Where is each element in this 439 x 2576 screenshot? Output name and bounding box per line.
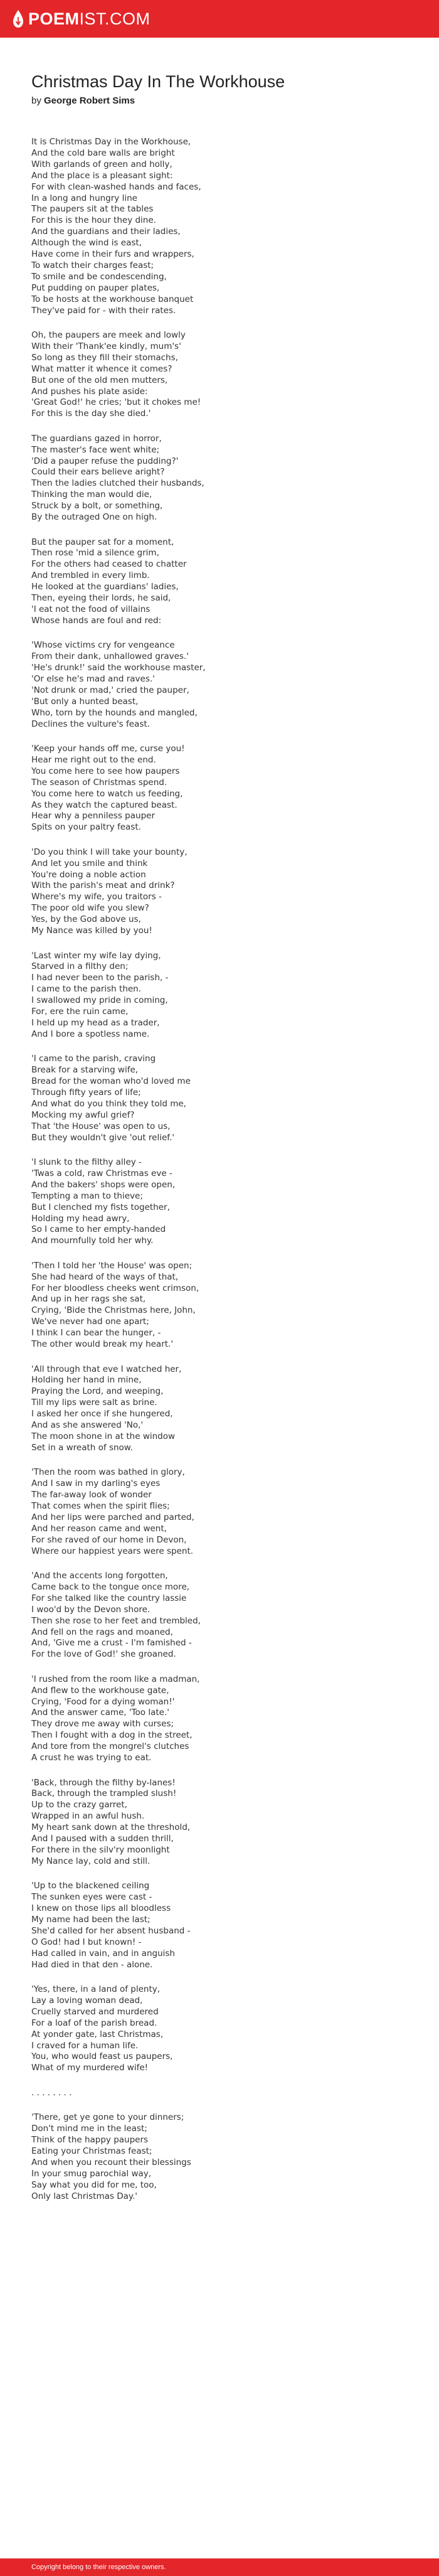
poem-line: I woo'd by the Devon shore. bbox=[31, 1604, 151, 1615]
poem-line: You're doing a noble action bbox=[31, 869, 146, 880]
poem-line: But I clenched my fists together, bbox=[31, 1202, 170, 1212]
poem-line: Although the wind is east, bbox=[31, 238, 142, 249]
poem-line: And flew to the workhouse gate, bbox=[31, 1685, 169, 1696]
poem-line: To watch their charges feast; bbox=[31, 260, 154, 270]
poem-line: Had called in vain, and in anguish bbox=[31, 1948, 175, 1959]
poem-line: 'Or else he's mad and raves.' bbox=[31, 673, 155, 684]
poem-line: I knew on those lips all bloodless bbox=[31, 1903, 171, 1914]
poem-line: The other would break my heart.' bbox=[31, 1339, 174, 1350]
poem-line: At yonder gate, last Christmas, bbox=[31, 2029, 164, 2039]
poem-line: Bread for the woman who'd loved me bbox=[31, 1076, 191, 1087]
poem-line: From their dank, unhallowed graves.' bbox=[31, 651, 189, 662]
logo-text-thin: IST.COM bbox=[79, 9, 151, 28]
poem-line: 'Twas a cold, raw Christmas eve - bbox=[31, 1168, 172, 1178]
site-footer bbox=[0, 2558, 439, 2576]
poem-line: And the place is a pleasant sight: bbox=[31, 170, 173, 181]
poem-line: And trembled in every limb. bbox=[31, 570, 150, 581]
poem-line: 'Whose victims cry for vengeance bbox=[31, 640, 175, 651]
poem-line: The moon shone in at the window bbox=[31, 1431, 176, 1441]
poem-line: 'Do you think I will take your bounty, bbox=[31, 847, 188, 857]
poem-line: Cruelly starved and murdered bbox=[31, 2006, 159, 2017]
poem-line: And her reason came and went, bbox=[31, 1523, 167, 1534]
poem-line: Hear me right out to the end. bbox=[31, 754, 156, 765]
poem-line: 'I slunk to the filthy alley - bbox=[31, 1157, 142, 1167]
poem-line: The sunken eyes were cast - bbox=[31, 1892, 152, 1903]
poem-line: That comes when the spirit flies; bbox=[31, 1500, 170, 1511]
poem-line: They drove me away with curses; bbox=[31, 1719, 174, 1729]
poem-line: Up to the crazy garret, bbox=[31, 1800, 127, 1810]
poem-line: To be hosts at the workhouse banquet bbox=[31, 294, 194, 304]
poem-line: Struck by a bolt, or something, bbox=[31, 501, 163, 511]
poem-line: Wrapped in an awful hush. bbox=[31, 1811, 145, 1822]
poem-stanza bbox=[31, 434, 408, 523]
poem-stanza bbox=[31, 847, 408, 937]
poem-stanza bbox=[31, 640, 408, 730]
poem-line: Then I fought with a dog in the street, bbox=[31, 1730, 193, 1741]
poem-line: Think of the happy paupers bbox=[31, 2134, 149, 2145]
poem-line: I held up my head as a trader, bbox=[31, 1017, 160, 1028]
poem-line: I craved for a human life. bbox=[31, 2040, 139, 2051]
poem-line: And the bakers' shops were open, bbox=[31, 1179, 176, 1190]
poem-line: 'There, get ye gone to your dinners; bbox=[31, 2112, 184, 2123]
poem-line: 'Last winter my wife lay dying, bbox=[31, 950, 161, 961]
poem-line: As they watch the captured beast. bbox=[31, 799, 177, 810]
poem-line: For there in the silv'ry moonlight bbox=[31, 1844, 170, 1855]
poem-line: Could their ears believe aright? bbox=[31, 467, 165, 478]
poem-line: I swallowed my pride in coming, bbox=[31, 995, 168, 1006]
poem-line: For the others had ceased to chatter bbox=[31, 559, 187, 570]
poem-line: Tempting a man to thieve; bbox=[31, 1190, 143, 1201]
poem-line: But the pauper sat for a moment, bbox=[31, 537, 174, 547]
poem-line: 'I came to the parish, craving bbox=[31, 1054, 156, 1064]
poem-line: Mocking my awful grief? bbox=[31, 1109, 135, 1120]
poem-line: With garlands of green and holly, bbox=[31, 159, 172, 169]
poem-line: Only last Christmas Day.' bbox=[31, 2191, 137, 2201]
poem-line: You, who would feast us paupers, bbox=[31, 2051, 173, 2062]
logo-text bbox=[28, 11, 151, 28]
poem-title: Christmas Day In The Workhouse bbox=[31, 72, 285, 91]
poem-line: A crust he was trying to eat. bbox=[31, 1753, 152, 1763]
logo-text-bold: POEM bbox=[28, 9, 80, 28]
poem-line: . . . . . . . . bbox=[31, 2087, 72, 2098]
poem-line: In your smug parochial way, bbox=[31, 2168, 152, 2179]
poem-line: For, ere the ruin came, bbox=[31, 1007, 129, 1017]
poem-body bbox=[31, 137, 408, 2202]
poem-line: 'All through that eve I watched her, bbox=[31, 1364, 182, 1374]
poem-line: And when you recount their blessings bbox=[31, 2157, 191, 2167]
poem-line: The season of Christmas spend. bbox=[31, 777, 167, 788]
site-logo[interactable] bbox=[13, 9, 151, 28]
poem-line: And what do you think they told me, bbox=[31, 1098, 186, 1109]
poem-stanza bbox=[31, 1157, 408, 1247]
poem-line: My Nance was killed by you! bbox=[31, 926, 152, 936]
poem-line: And her lips were parched and parted, bbox=[31, 1512, 194, 1522]
poem-line: Set in a wreath of snow. bbox=[31, 1442, 133, 1453]
poem-line: The paupers sit at the tables bbox=[31, 204, 154, 215]
poem-line: She had heard of the ways of that, bbox=[31, 1271, 179, 1282]
poem-line: And up in her rags she sat, bbox=[31, 1294, 146, 1305]
poem-line: The guardians gazed in horror, bbox=[31, 433, 162, 444]
poem-line: My heart sank down at the threshold, bbox=[31, 1822, 191, 1833]
poem-line: Say what you did for me, too, bbox=[31, 2179, 157, 2190]
poem-line: We've never had one apart; bbox=[31, 1317, 149, 1327]
poem-line: For the love of God!' she groaned. bbox=[31, 1649, 176, 1660]
site-header bbox=[0, 0, 439, 38]
poem-line: 'Yes, there, in a land of plenty, bbox=[31, 1984, 161, 1994]
poem-line: Oh, the paupers are meek and lowly bbox=[31, 330, 186, 340]
poem-line: The far-away look of wonder bbox=[31, 1490, 152, 1500]
poem-line: Came back to the tongue once more, bbox=[31, 1581, 190, 1592]
poem-line: Yes, by the God above us, bbox=[31, 914, 141, 925]
poem-line: Praying the Lord, and weeping, bbox=[31, 1386, 164, 1397]
poem-line: Have come in their furs and wrappers, bbox=[31, 249, 194, 260]
poem-line: For her bloodless cheeks went crimson, bbox=[31, 1283, 199, 1293]
poem-content bbox=[31, 70, 408, 2216]
poem-line: And the cold bare walls are bright bbox=[31, 147, 175, 158]
poem-stanza bbox=[31, 1364, 408, 1454]
poem-line: For she raved of our home in Devon, bbox=[31, 1534, 187, 1545]
poem-line: Declines the vulture's feast. bbox=[31, 719, 150, 729]
poem-line: He looked at the guardians' ladies, bbox=[31, 582, 179, 592]
poem-line: That 'the House' was open to us, bbox=[31, 1121, 171, 1131]
poem-line: 'Then the room was bathed in glory, bbox=[31, 1467, 185, 1478]
poem-line: 'And the accents long forgotten, bbox=[31, 1571, 168, 1581]
poem-stanza bbox=[31, 1984, 408, 2074]
poem-line: But one of the old men mutters, bbox=[31, 375, 168, 385]
poem-line: For she talked like the country lassie bbox=[31, 1593, 187, 1603]
poem-stanza bbox=[31, 744, 408, 833]
poem-line: In a long and hungry line bbox=[31, 193, 137, 203]
poem-line: And I paused with a sudden thrill, bbox=[31, 1834, 174, 1844]
poem-line: 'I rushed from the room like a madman, bbox=[31, 1674, 200, 1684]
poem-line: Then, eyeing their lords, he said, bbox=[31, 593, 171, 604]
poem-stanza bbox=[31, 330, 408, 420]
poem-line: So I came to her empty-handed bbox=[31, 1224, 166, 1235]
poem-line: And let you smile and think bbox=[31, 858, 148, 868]
poem-line: I came to the parish then. bbox=[31, 984, 142, 995]
poem-line: Then the ladies clutched their husbands, bbox=[31, 478, 204, 489]
poem-line: But they wouldn't give 'out relief.' bbox=[31, 1132, 175, 1143]
poem-line: I asked her once if she hungered, bbox=[31, 1409, 173, 1419]
poem-line: And tore from the mongrel's clutches bbox=[31, 1741, 189, 1752]
poem-line: 'But only a hunted beast, bbox=[31, 696, 139, 707]
poem-line: Then rose 'mid a silence grim, bbox=[31, 548, 159, 558]
poem-line: Starved in a filthy den; bbox=[31, 961, 129, 972]
poem-line: Eating your Christmas feast; bbox=[31, 2146, 152, 2156]
poem-stanza bbox=[31, 1054, 408, 1143]
poem-stanza bbox=[31, 1571, 408, 1660]
poem-line: And I bore a spotless name. bbox=[31, 1029, 150, 1039]
poem-line: 'Back, through the filthy by-lanes! bbox=[31, 1777, 176, 1788]
byline-prefix: by bbox=[31, 95, 41, 106]
poem-line: And the guardians and their ladies, bbox=[31, 227, 181, 237]
poem-line: Holding her hand in mine, bbox=[31, 1375, 142, 1386]
poem-line: You come here to see how paupers bbox=[31, 766, 180, 776]
poem-line: What matter it whence it comes? bbox=[31, 363, 172, 374]
poem-line: And pushes his plate aside: bbox=[31, 386, 148, 397]
poem-line: 'Great God!' he cries; 'but it chokes me! bbox=[31, 397, 201, 408]
poem-line: Don't mind me in the least; bbox=[31, 2124, 147, 2134]
poem-stanza bbox=[31, 1778, 408, 1868]
poem-line: Through fifty years of life; bbox=[31, 1087, 141, 1098]
poem-line: Where our happiest years were spent. bbox=[31, 1546, 194, 1556]
poem-line: 'Up to the blackened ceiling bbox=[31, 1881, 150, 1891]
poem-line: The poor old wife you slew? bbox=[31, 903, 149, 914]
poem-line: Hear why a penniless pauper bbox=[31, 811, 155, 821]
poem-line: Back, through the trampled slush! bbox=[31, 1788, 177, 1799]
ink-drop-icon bbox=[13, 9, 24, 28]
poem-line: And I saw in my darling's eyes bbox=[31, 1478, 161, 1489]
poem-line: O God! had I but known! - bbox=[31, 1937, 142, 1947]
poem-line: Whose hands are foul and red: bbox=[31, 615, 162, 626]
poem-line: For this is the hour they dine. bbox=[31, 215, 156, 226]
poem-line: 'Then I told her 'the House' was open; bbox=[31, 1260, 193, 1271]
poem-stanza bbox=[31, 1261, 408, 1350]
poem-line: To smile and be condescending, bbox=[31, 271, 167, 282]
poem-line: I had never been to the parish, - bbox=[31, 973, 169, 983]
poem-line: The master's face went white; bbox=[31, 444, 160, 455]
poem-line: They've paid for - with their rates. bbox=[31, 305, 176, 316]
poem-line: You come here to watch us feeding, bbox=[31, 788, 183, 799]
poem-line: Holding my head awry, bbox=[31, 1213, 130, 1224]
poem-line: By the outraged One on high. bbox=[31, 512, 157, 523]
poem-stanza bbox=[31, 137, 408, 317]
poem-line: So long as they fill their stomachs, bbox=[31, 352, 178, 363]
poem-line: With their 'Thank'ee kindly, mum's' bbox=[31, 341, 181, 351]
poem-line: Then she rose to her feet and trembled, bbox=[31, 1615, 201, 1626]
poem-stanza bbox=[31, 2112, 408, 2202]
poem-line: For a loaf of the parish bread. bbox=[31, 2018, 157, 2028]
poem-line: Till my lips were salt as brine. bbox=[31, 1398, 157, 1408]
poem-line: And, 'Give me a crust - I'm famished - bbox=[31, 1638, 192, 1649]
poem-line: Crying, 'Food for a dying woman!' bbox=[31, 1696, 175, 1707]
poem-line: It is Christmas Day in the Workhouse, bbox=[31, 137, 191, 147]
poem-line: 'I eat not the food of villains bbox=[31, 604, 151, 614]
poem-line: Where's my wife, you traitors - bbox=[31, 892, 162, 902]
poem-line: Break for a starving wife, bbox=[31, 1065, 139, 1076]
poem-line: And mournfully told her why. bbox=[31, 1236, 154, 1246]
author-link[interactable]: George Robert Sims bbox=[44, 95, 135, 106]
poem-stanza bbox=[31, 951, 408, 1040]
poem-line: Spits on your paltry feast. bbox=[31, 822, 141, 833]
poem-line: She'd called for her absent husband - bbox=[31, 1925, 191, 1936]
poem-line: 'Not drunk or mad,' cried the pauper, bbox=[31, 685, 189, 695]
poem-line: Had died in that den - alone. bbox=[31, 1959, 153, 1970]
poem-line: I think I can bear the hunger, - bbox=[31, 1328, 161, 1339]
poem-stanza bbox=[31, 2088, 408, 2099]
poem-stanza bbox=[31, 537, 408, 627]
poem-stanza bbox=[31, 1467, 408, 1557]
poem-line: 'Keep your hands off me, curse you! bbox=[31, 744, 185, 754]
poem-line: And fell on the rags and moaned, bbox=[31, 1627, 173, 1637]
copyright-text: Copyright belong to their respective owners. bbox=[31, 2563, 166, 2571]
poem-byline bbox=[31, 94, 408, 108]
poem-line: And the answer came, 'Too late.' bbox=[31, 1708, 169, 1718]
poem-line: My name had been the last; bbox=[31, 1914, 151, 1925]
poem-line: Crying, 'Bide the Christmas here, John, bbox=[31, 1305, 196, 1316]
poem-line: For with clean-washed hands and faces, bbox=[31, 181, 201, 192]
poem-line: 'Did a pauper refuse the pudding?' bbox=[31, 456, 179, 466]
poem-stanza bbox=[31, 1881, 408, 1970]
poem-line: Put pudding on pauper plates, bbox=[31, 282, 160, 293]
poem-line: Lay a loving woman dead, bbox=[31, 1995, 143, 2006]
poem-line: 'He's drunk!' said the workhouse master, bbox=[31, 663, 206, 673]
poem-stanza bbox=[31, 1674, 408, 1764]
poem-line: With the parish's meat and drink? bbox=[31, 880, 175, 891]
poem-line: And as she answered 'No,' bbox=[31, 1420, 144, 1431]
poem-line: My Nance lay, cold and still. bbox=[31, 1856, 151, 1866]
poem-line: What of my murdered wife! bbox=[31, 2063, 149, 2073]
poem-line: Who, torn by the hounds and mangled, bbox=[31, 707, 198, 718]
poem-line: For this is the day she died.' bbox=[31, 409, 151, 419]
poem-line: Thinking the man would die, bbox=[31, 489, 152, 500]
